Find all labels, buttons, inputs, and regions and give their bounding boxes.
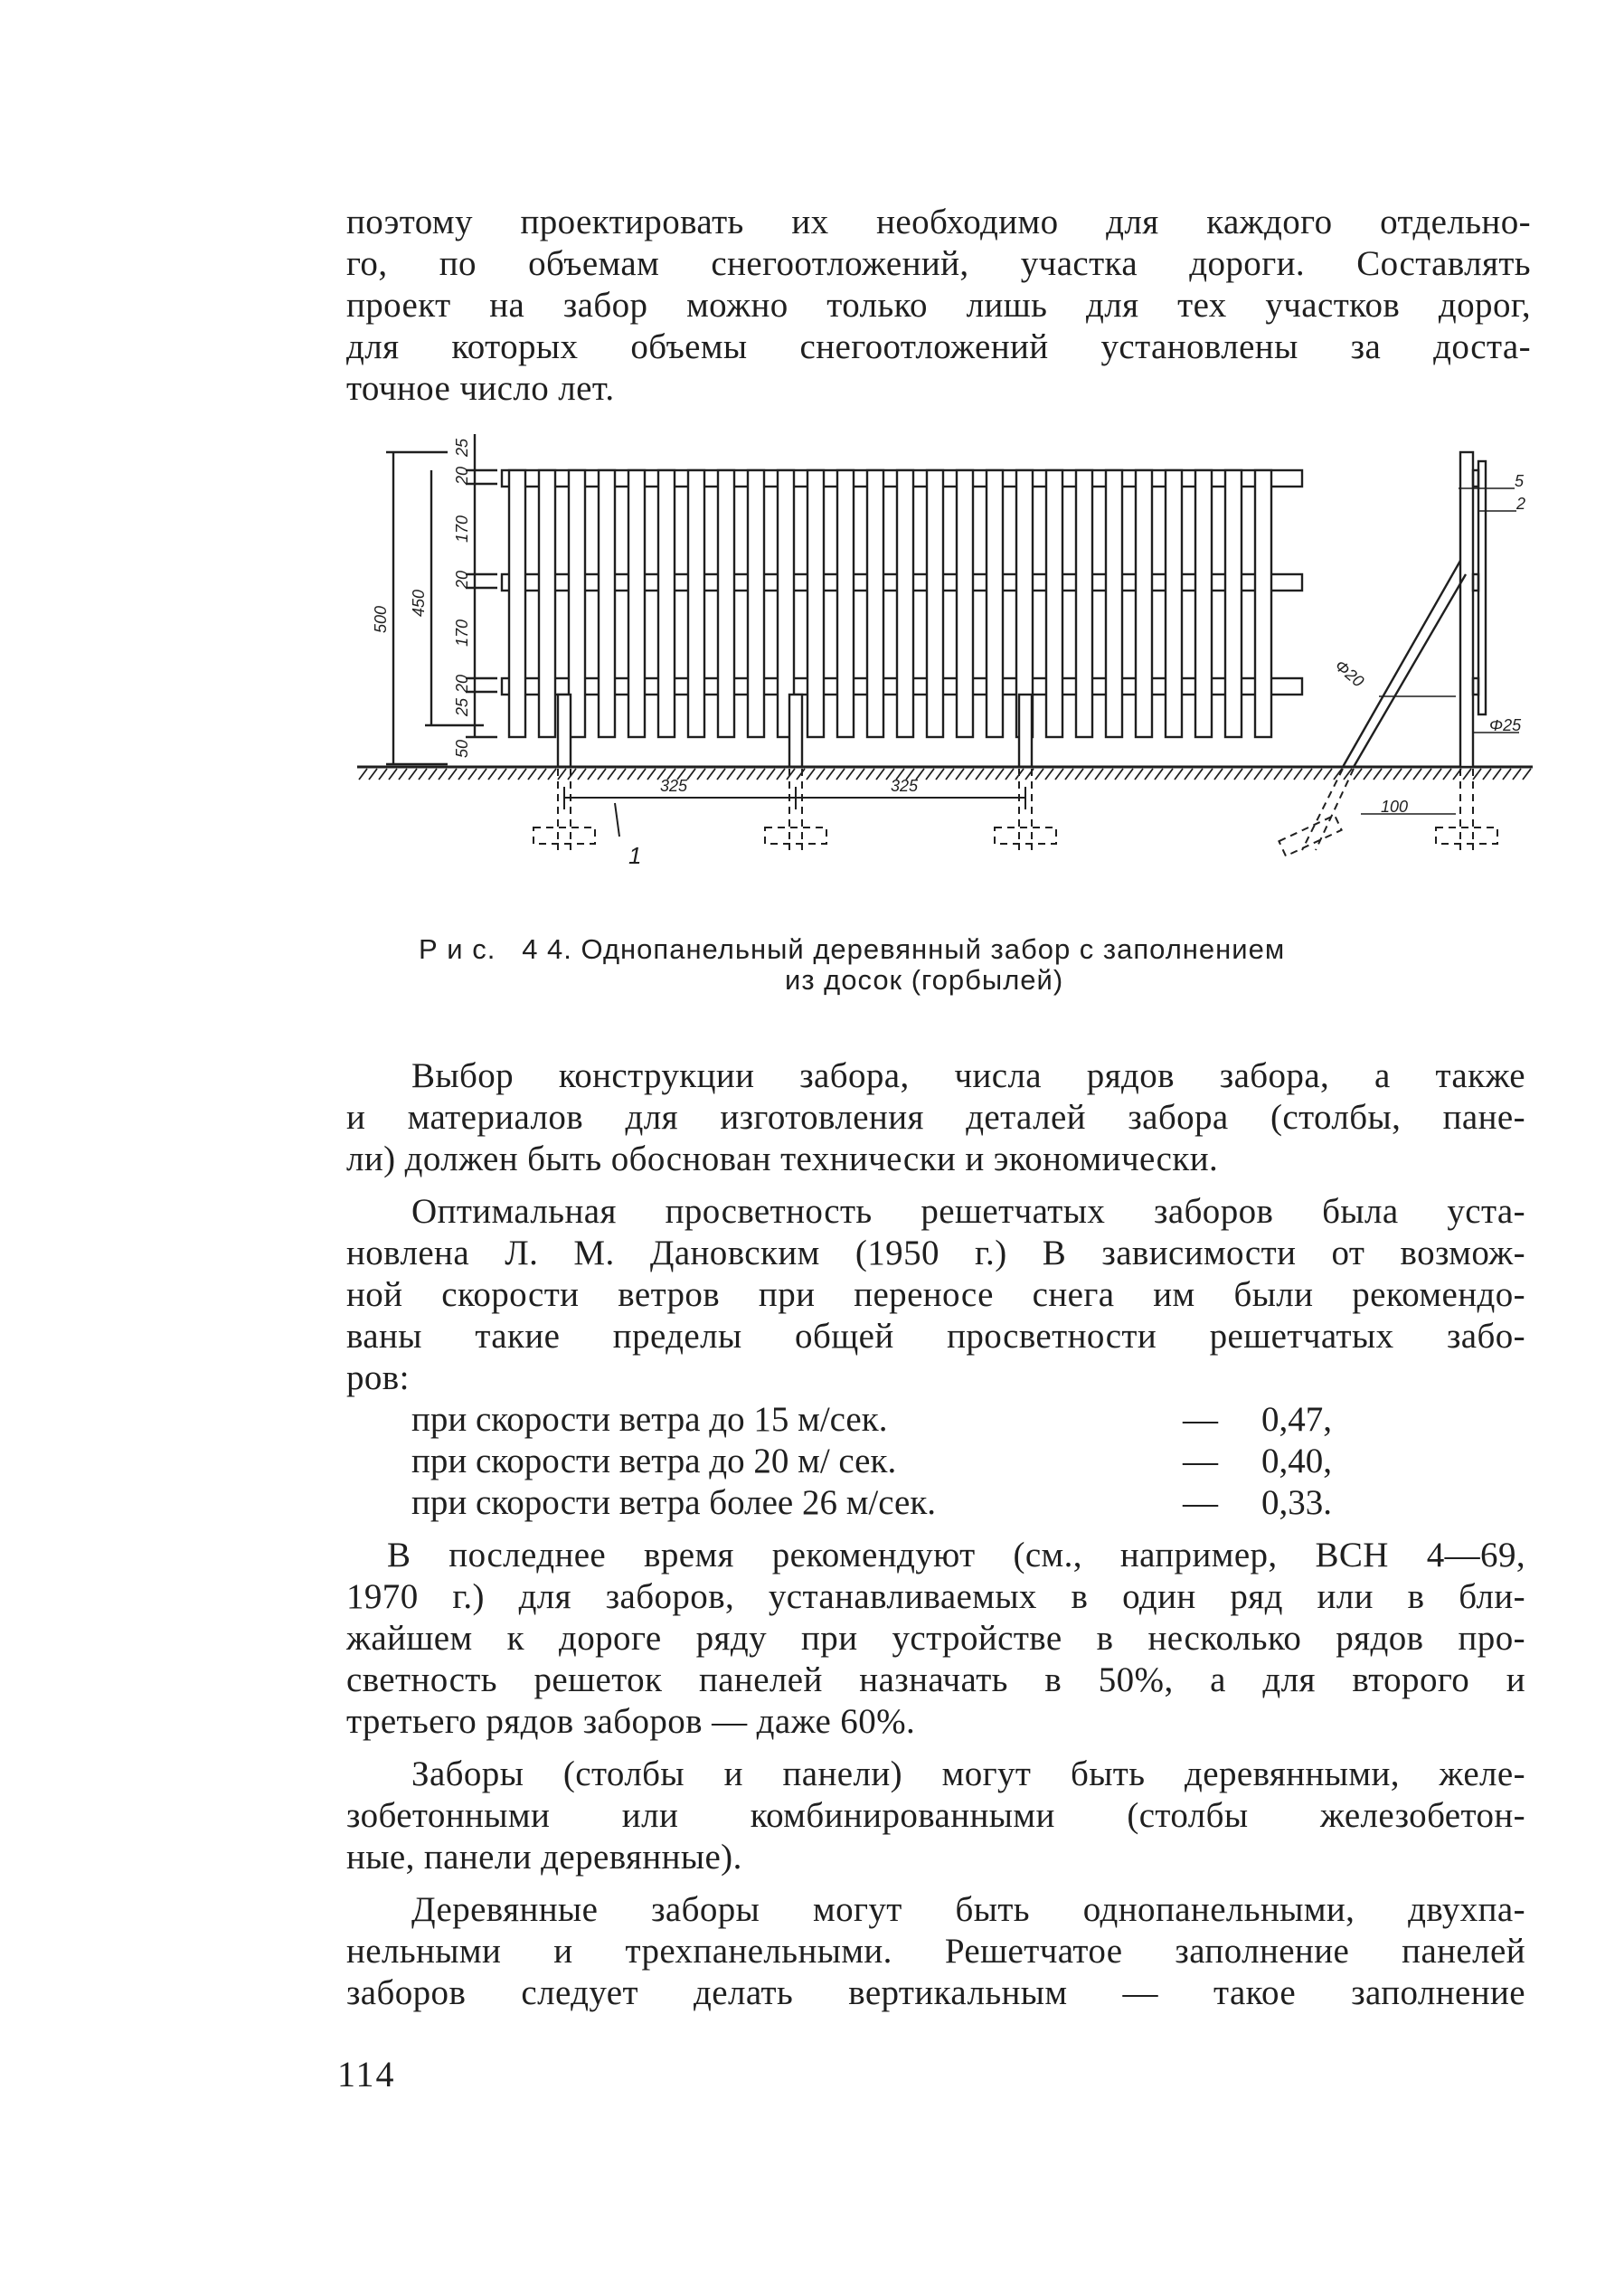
wind-row-value: 0,47, (1261, 1400, 1332, 1439)
picket (1106, 470, 1122, 737)
wind-row-value: 0,33. (1261, 1483, 1332, 1522)
hatch-stroke (528, 769, 536, 780)
picket (987, 470, 1003, 737)
intro-line: го, по объемам снегоотложений, участка дороги. Составлять (346, 244, 1531, 283)
figure-caption-line2: из досок (горбылей) (785, 964, 1064, 996)
hatch-stroke (1393, 769, 1402, 780)
hatch-stroke (618, 769, 626, 780)
hatch-stroke (1254, 769, 1262, 780)
paragraph-line: новлена Л. М. Дановским (1950 г.) В зависимости от возмож- (346, 1234, 1525, 1272)
dim-label: 25 (453, 438, 471, 457)
dim-label: 170 (453, 515, 471, 543)
hatch-stroke (797, 769, 805, 780)
page-number: 114 (337, 2054, 396, 2095)
picket (897, 470, 913, 737)
paragraph-line: В последнее время рекомендуют (см., например, ВСН 4—69, (387, 1536, 1525, 1574)
hatch-stroke (429, 769, 437, 780)
hatch-stroke (419, 769, 427, 780)
hatch-stroke (1006, 769, 1014, 780)
hatch-stroke (1374, 769, 1382, 780)
dim-label: Φ25 (1489, 716, 1522, 734)
picket (748, 470, 764, 737)
picket (628, 470, 645, 737)
hatch-stroke (379, 769, 387, 780)
hatch-stroke (1433, 769, 1441, 780)
figure-caption-line1 (419, 933, 1285, 966)
hatch-stroke (946, 769, 954, 780)
hatch-stroke (846, 769, 854, 780)
dim-label: 500 (372, 605, 390, 633)
hatch-stroke (1165, 769, 1173, 780)
picket (1136, 470, 1152, 737)
picket (509, 470, 525, 737)
picket (539, 470, 555, 737)
hatch-stroke (1483, 769, 1491, 780)
hatch-stroke (836, 769, 845, 780)
paragraph-line: третьего рядов заборов — даже 60%. (346, 1702, 916, 1741)
hatch-stroke (757, 769, 765, 780)
hatch-stroke (1443, 769, 1451, 780)
dim-label: 170 (453, 619, 471, 647)
hatch-stroke (777, 769, 785, 780)
paragraph-line: ной скорости ветров при переносе снега им были рекомендо- (346, 1275, 1525, 1314)
dim-label: 20 (453, 674, 471, 693)
hatch-stroke (518, 769, 526, 780)
dim-label: 50 (453, 739, 471, 758)
picket (658, 470, 675, 737)
hatch-stroke (548, 769, 556, 780)
picket (807, 470, 824, 737)
paragraph-line: нельными и трехпанельными. Решетчатое заполнение панелей (346, 1932, 1525, 1971)
hatch-stroke (1304, 769, 1312, 780)
hatch-stroke (1493, 769, 1501, 780)
hatch-stroke (1135, 769, 1143, 780)
hatch-stroke (1175, 769, 1183, 780)
hatch-stroke (986, 769, 994, 780)
hatch-stroke (478, 769, 486, 780)
hatch-stroke (608, 769, 616, 780)
hatch-stroke (1214, 769, 1223, 780)
paragraph-line: светность решеток панелей назначать в 50%, а для второго и (346, 1660, 1525, 1699)
hatch-stroke (647, 769, 656, 780)
hatch-stroke (578, 769, 586, 780)
paragraph-line: заборов следует делать вертикальным — такое заполнение (346, 1973, 1525, 2012)
paragraph-line: 1970 г.) для заборов, устанавливаемых в один ряд или в бли- (346, 1577, 1525, 1616)
hatch-stroke (697, 769, 705, 780)
hatch-stroke (787, 769, 795, 780)
hatch-stroke (817, 769, 825, 780)
paragraph-line: жайшем к дороге ряду при устройстве в несколько рядов про- (346, 1619, 1525, 1658)
intro-line: поэтому проектировать их необходимо для каждого отдельно- (346, 203, 1531, 241)
hatch-stroke (409, 769, 417, 780)
hatch-stroke (1413, 769, 1421, 780)
callout-label: 1 (628, 842, 642, 869)
hatch-stroke (1204, 769, 1213, 780)
hatch-stroke (1264, 769, 1272, 780)
intro-line: проект на забор можно только лишь для тех участков дорог, (346, 286, 1531, 325)
hatch-stroke (389, 769, 397, 780)
hatch-stroke (1513, 769, 1521, 780)
hatch-stroke (1185, 769, 1193, 780)
hatch-stroke (1274, 769, 1282, 780)
hatch-stroke (1234, 769, 1242, 780)
dim-label: 25 (453, 697, 471, 716)
caption-text: Однопанельный деревянный забор с заполнением (581, 933, 1286, 965)
hatch-stroke (468, 769, 477, 780)
dim-label: 5 (1515, 472, 1525, 490)
dim-label: 325 (891, 777, 919, 795)
picket (1166, 470, 1182, 737)
hatch-stroke (767, 769, 775, 780)
fence-drawing (348, 425, 1542, 918)
hatch-stroke (1125, 769, 1133, 780)
paragraph-line: Деревянные заборы могут быть однопанельными, двухпа- (411, 1890, 1525, 1929)
hatch-stroke (1224, 769, 1232, 780)
hatch-stroke (747, 769, 755, 780)
picket (837, 470, 854, 737)
wind-row-value: 0,40, (1261, 1442, 1332, 1480)
wind-row-dash: — (1183, 1442, 1218, 1480)
hatch-stroke (538, 769, 546, 780)
paragraph-line: ли) должен быть обоснован технически и экономически. (346, 1140, 1219, 1178)
hatch-stroke (588, 769, 596, 780)
hatch-stroke (439, 769, 447, 780)
wind-row-label: при скорости ветра до 15 м/сек. (411, 1400, 888, 1439)
hatch-stroke (1194, 769, 1203, 780)
paragraph-line: и материалов для изготовления деталей забора (столбы, пане- (346, 1098, 1525, 1137)
hatch-stroke (976, 769, 984, 780)
dim-label: 20 (453, 570, 471, 589)
paragraph-line: ров: (346, 1358, 410, 1397)
hatch-stroke (807, 769, 815, 780)
hatch-stroke (598, 769, 606, 780)
hatch-stroke (558, 769, 566, 780)
caption-prefix: Р и с. (419, 933, 496, 965)
hatch-stroke (1403, 769, 1412, 780)
intro-line: точное число лет. (346, 369, 615, 408)
hatch-stroke (1364, 769, 1372, 780)
paragraph-line: ваны такие пределы общей просветности решетчатых забо- (346, 1317, 1525, 1356)
picket (957, 470, 973, 737)
hatch-stroke (399, 769, 407, 780)
dim-label: 450 (410, 589, 428, 617)
picket (718, 470, 734, 737)
hatch-stroke (369, 769, 377, 780)
paragraph-line: Оптимальная просветность решетчатых заборов была уста- (411, 1192, 1525, 1231)
hatch-stroke (1045, 769, 1053, 780)
hatch-stroke (1294, 769, 1302, 780)
hatch-stroke (1105, 769, 1113, 780)
hatch-stroke (1523, 769, 1531, 780)
hatch-stroke (1284, 769, 1292, 780)
picket (1195, 470, 1212, 737)
hatch-stroke (359, 769, 367, 780)
hatch-stroke (687, 769, 695, 780)
hatch-stroke (1115, 769, 1123, 780)
dim-label: 2 (1516, 495, 1526, 513)
hatch-stroke (1423, 769, 1431, 780)
hatch-stroke (1085, 769, 1093, 780)
hatch-stroke (826, 769, 835, 780)
paragraph-line: зобетонными или комбинированными (столбы железобетон- (346, 1796, 1525, 1835)
hatch-stroke (1095, 769, 1103, 780)
dim-label: 100 (1381, 798, 1409, 816)
paragraph-line: ные, панели деревянные). (346, 1838, 742, 1877)
wind-row-dash: — (1183, 1400, 1218, 1439)
hatch-stroke (1473, 769, 1481, 780)
hatch-stroke (1145, 769, 1153, 780)
caption-number: 4 4. (522, 933, 572, 965)
hatch-stroke (996, 769, 1004, 780)
hatch-stroke (508, 769, 516, 780)
hatch-stroke (707, 769, 715, 780)
hatch-stroke (1155, 769, 1163, 780)
hatch-stroke (448, 769, 457, 780)
fence-pickets (509, 470, 1271, 737)
wind-row-label: при скорости ветра до 20 м/ сек. (411, 1442, 897, 1480)
dim-label: 20 (453, 466, 471, 485)
hatch-stroke (1055, 769, 1063, 780)
picket (1255, 470, 1271, 737)
wind-row-label: при скорости ветра более 26 м/сек. (411, 1483, 937, 1522)
hatch-stroke (1035, 769, 1043, 780)
hatch-stroke (458, 769, 467, 780)
fence-figure (348, 425, 1542, 918)
hatch-stroke (1354, 769, 1362, 780)
hatch-stroke (737, 769, 745, 780)
picket (599, 470, 615, 737)
hatch-stroke (1324, 769, 1332, 780)
paragraph-line: Заборы (столбы и панели) могут быть деревянными, желе- (411, 1754, 1525, 1793)
ground-hatching (359, 769, 1531, 780)
hatch-stroke (488, 769, 496, 780)
hatch-stroke (1383, 769, 1392, 780)
hatch-stroke (1314, 769, 1322, 780)
hatch-stroke (717, 769, 725, 780)
picket (867, 470, 883, 737)
dim-label: Φ20 (1331, 656, 1368, 691)
paragraph-line: Выбор конструкции забора, числа рядов забора, а также (411, 1056, 1525, 1095)
hatch-stroke (1503, 769, 1511, 780)
hatch-stroke (926, 769, 934, 780)
dim-label: 325 (660, 777, 688, 795)
picket (927, 470, 943, 737)
picket (1225, 470, 1242, 737)
picket (1046, 470, 1062, 737)
hatch-stroke (876, 769, 884, 780)
hatch-stroke (936, 769, 944, 780)
hatch-stroke (1075, 769, 1083, 780)
picket (688, 470, 704, 737)
hatch-stroke (856, 769, 864, 780)
hatch-stroke (956, 769, 964, 780)
hatch-stroke (966, 769, 974, 780)
hatch-stroke (727, 769, 735, 780)
hatch-stroke (1463, 769, 1471, 780)
hatch-stroke (1244, 769, 1252, 780)
hatch-stroke (866, 769, 874, 780)
hatch-stroke (637, 769, 646, 780)
intro-line: для которых объемы снегоотложений установлены за доста- (346, 327, 1531, 366)
hatch-stroke (1065, 769, 1073, 780)
wind-row-dash: — (1183, 1483, 1218, 1522)
hatch-stroke (498, 769, 506, 780)
hatch-stroke (568, 769, 576, 780)
hatch-stroke (628, 769, 636, 780)
picket (1076, 470, 1092, 737)
